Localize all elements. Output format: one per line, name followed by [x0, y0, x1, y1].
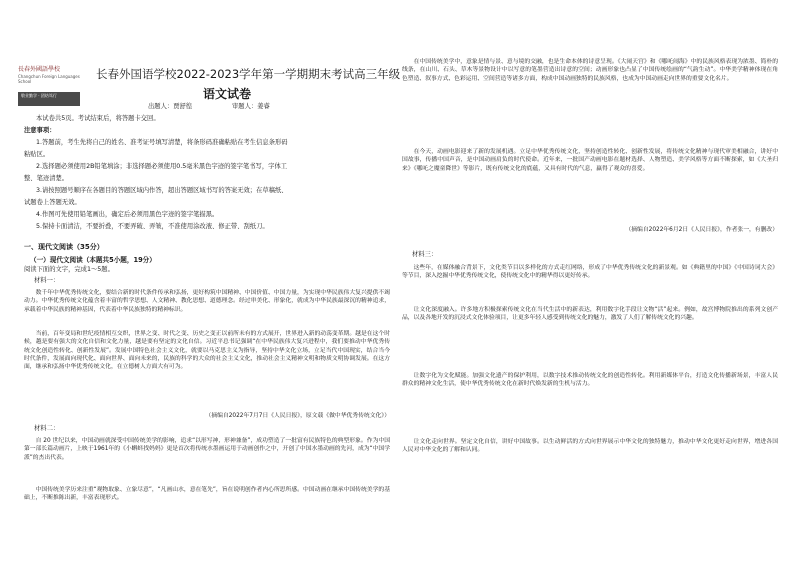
- note-line: 粘贴区。: [24, 151, 50, 158]
- material2-paragraph: 中国传统美学历来注重“观物取象、立象尽意”，“凡画山水，意在笔先”，旨在说明创作者内心所思所感。中国动画在继承中国传统美学的基础上，不断推陈出新，丰富表现形式。: [24, 487, 390, 502]
- right-paragraph: 在今天，动画电影迎来了新的发展机遇。立足中华优秀传统文化，坚持创造性转化、创新性发展，将传统文化精神与现代审美相融合，讲好中国故事，传播中国声音，是中国动画肩负的时代使命。近年来，一批国产动画电影在题材选择、人物塑造、美学风格等方面不断探索，如《大圣归来》《哪吒之魔童降世》等影片，既有传统文化的底蕴，又具有时代的气息，赢得了观众的喜爱。: [402, 149, 778, 172]
- notes-title: 注意事项：: [24, 127, 56, 134]
- note-line: 2.选择题必须使用2B铅笔填涂；非选择题必须使用0.5毫米黑色字迹的签字笔书写，字体工: [36, 163, 288, 170]
- reviewer: 审题人：姜睿: [232, 103, 270, 110]
- material1-paragraph: 当前，百年变局和世纪疫情相互交织，世界之变、时代之变、历史之变正以前所未有的方式展开，世界进入新的动荡变革期。越是在这个时候，越是要有强大的文化自信和文化力量，越是要有坚定的文化自信。习近平总书记强调“在中华民族伟大复兴进程中，我们要推动中华优秀传统文化创造性转化、创新性发展”。发展中国特色社会主义文化，就要以马克思主义为指导，坚持中华文化立场，立足当代中国现实，结合当今时代条件，发展面向现代化、面向世界、面向未来的，民族的科学的大众的社会主义文化，推动社会主义精神文明和物质文明协调发展。在这方面，继承和弘扬中华优秀传统文化，在立德树人方面大有可为。: [24, 331, 390, 371]
- note-line: 试题卷上答题无效。: [24, 199, 81, 206]
- section-title: 一、现代文阅读（35分）: [24, 243, 104, 251]
- subsection-title: （一）现代文阅读（本题共5小题，19分）: [30, 256, 156, 264]
- logo-motto: 敬业勤学 · 团结笃行: [18, 92, 80, 106]
- note-line: 整、笔迹清楚。: [24, 175, 69, 182]
- note-line: 1.答题前，考生先将自己的姓名、准考证号填写清楚，将条形码准确粘贴在考生信息条形码: [36, 139, 288, 146]
- note-line: 4.作图可先使用铅笔画出，确定后必须用黑色字迹的签字笔描黑。: [36, 211, 219, 218]
- setter: 出题人：贾舒徨: [148, 103, 193, 110]
- material2-source: （摘编自2022年6月2日《人民日报》，作者张一，有删改）: [625, 227, 778, 233]
- note-line: 5.保持卡面清洁，不要折叠，不要弄破、弄皱，不准使用涂改液、修正带、刮纸刀。: [36, 223, 269, 230]
- material2-paragraph: 自 20 世纪以来，中国动画就深受中国传统美学的影响，追求“以形写神，形神兼备”，成功塑造了一批富有民族特色的典型形象。作为中国第一部长篇动画片，上映于1961年的《小蝌蚪找妈妈》更是首次将传统水墨画运用于动画创作之中，开创了中国水墨动画的先河，成为“中国学派”的杰出代表。: [24, 438, 390, 461]
- material1-label: 材料一：: [34, 277, 60, 284]
- material3-paragraph: 让数字化为文化赋能。加强文化遗产的保护利用，以数字技术推动传统文化的创造性转化。利用新媒体平台，打造文化传播新场景，丰富人民群众的精神文化生活，使中华优秀传统文化在新时代焕发新的生机与活力。: [402, 373, 778, 388]
- material1-source: （摘编自2022年7月7日《人民日报》，原文载《做中华优秀传统文化》）: [205, 413, 390, 419]
- logo-chinese: 長春外國語學校: [18, 66, 61, 73]
- note-line: 3.请按照题号顺序在各题目的答题区域内作答，超出答题区域书写的答案无效；在草稿纸、: [36, 187, 288, 194]
- subject-title: 语文试卷: [203, 87, 252, 101]
- instruction: 阅读下面的文字，完成1～5题。: [24, 266, 114, 273]
- material2-label: 材料二：: [34, 425, 60, 432]
- material3-paragraph: 让文化深度融入。许多地方积极探索传统文化在当代生活中的新表达，利用数字化手段让文物“活”起来。例如，故宫博物院推出的系列文创产品，以及各地开发的沉浸式文化体验项目，让更多年轻人感受到传统文化的魅力，激发了人们了解传统文化的兴趣。: [402, 307, 778, 322]
- material3-paragraph: 这些年，在媒体融合背景下，文化类节目以多样化的方式走红网络，形成了中华优秀传统文化的新景观。如《典籍里的中国》《中国诗词大会》等节目，深入挖掘中华优秀传统文化，使传统文化中的精华得以更好传承。: [402, 265, 778, 280]
- material3-paragraph: 让文化走向世界。坚定文化自信，讲好中国故事。以生动鲜活的方式向世界展示中华文化的独特魅力，推动中华文化更好走向世界，增进各国人民对中华文化的了解和认同。: [402, 439, 778, 454]
- exam-title: 长春外国语学校2022-2023学年第一学期期末考试高三年级: [96, 67, 401, 81]
- intro-text: 本试卷共5页。考试结束后，将答题卡交回。: [36, 115, 160, 122]
- right-paragraph: 在中国传统美学中，意象是情与景、意与境的交融，也是生命本体的诗意呈现。《大闹天宫》和《哪吒闹海》中的民族风格表现为浓墨、简朴的线条，在山川、石头、草木等景物设计中以写意的笔墨营造出诗意的空间；动画形象也凸显了中国传统绘画的“气韵生动”。中华美学精神体现在角色塑造、叙事方式、色彩运用、空间营造等诸多方面，构成中国动画独特的民族风格，也成为中国动画走向世界的重要文化名片。: [402, 59, 778, 82]
- material3-label: 材料三：: [412, 251, 438, 258]
- material1-paragraph: 数千年中华优秀传统文化，要结合新的时代条件传承和弘扬，更好构筑中国精神、中国价值、中国力量，为实现中华民族伟大复兴提供不竭动力。中华优秀传统文化蕴含着丰富的哲学思想、人文精神、教化思想、道德理念。经过审美化、形象化，就成为中华民族最深沉的精神追求，承载着中华民族的精神基因，代表着中华民族独特的精神标识。: [24, 290, 390, 313]
- school-logo: [18, 64, 80, 100]
- logo-english: Changchun Foreign Languages School: [18, 74, 80, 84]
